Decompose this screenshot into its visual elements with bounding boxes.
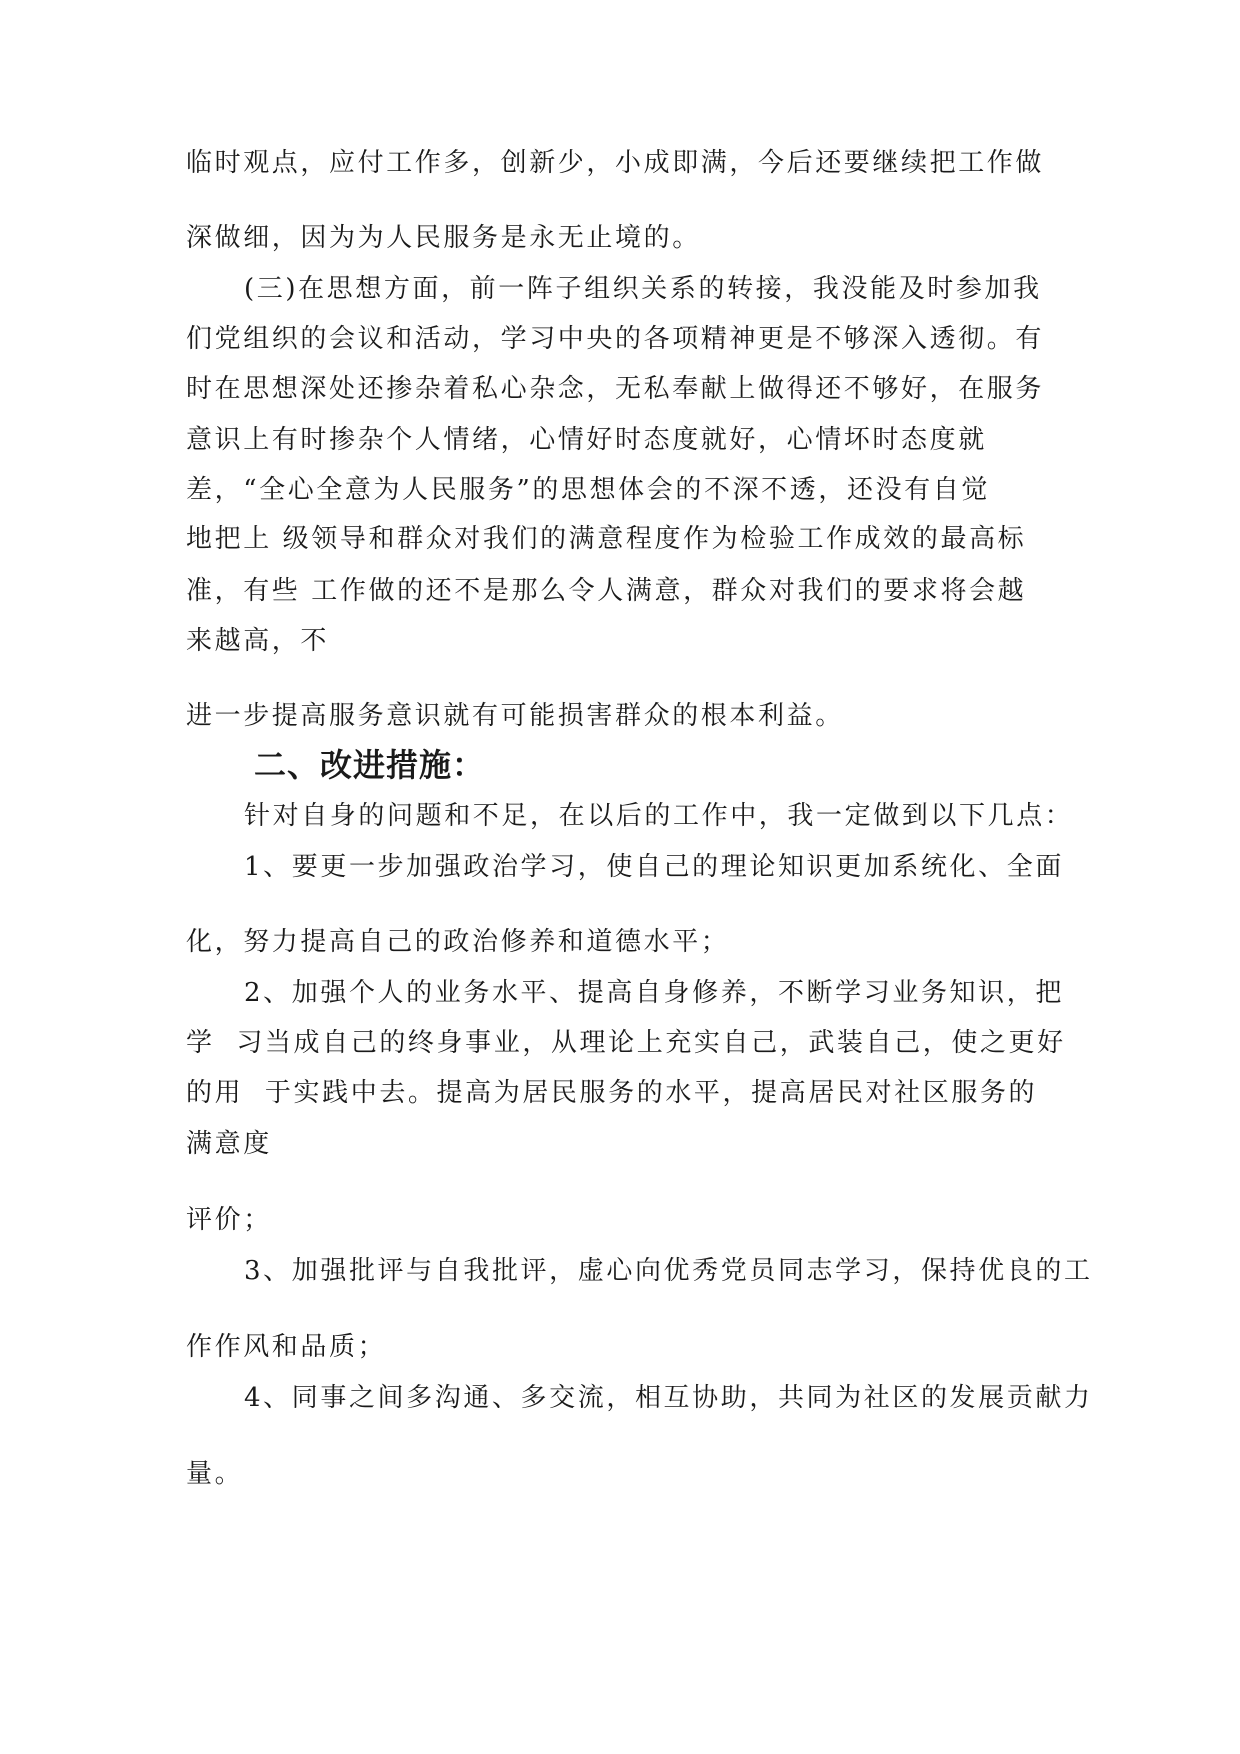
list-item-continuation: 作作风和品质； (186, 1332, 387, 1362)
paragraph-line: 深做细，因为为人民服务是永无止境的。 (186, 223, 701, 253)
list-item-continuation: 学 习当成自己的终身事业，从理论上充实自己，武装自己，使之更好 (186, 1028, 1066, 1058)
section-heading: 二、改进措施： (254, 746, 486, 784)
list-item: 3、加强批评与自我批评，虚心向优秀党员同志学习，保持优良的工 (244, 1256, 1093, 1286)
paragraph-line: 们党组织的会议和活动，学习中央的各项精神更是不够深入透彻。有 (186, 324, 1045, 354)
list-item-continuation: 的用 于实践中去。提高为居民服务的水平，提高居民对社区服务的 (186, 1078, 1038, 1108)
list-item-continuation: 满意度 (186, 1129, 272, 1159)
paragraph-line: 针对自身的问题和不足，在以后的工作中，我一定做到以下几点： (244, 801, 1074, 831)
paragraph-line: 来越高，不 (186, 626, 330, 656)
list-item: 2、加强个人的业务水平、提高自身修养，不断学习业务知识，把 (244, 978, 1064, 1008)
list-item-continuation: 化，努力提高自己的政治修养和道德水平； (186, 927, 730, 957)
paragraph-line: 进一步提高服务意识就有可能损害群众的根本利益。 (186, 701, 844, 731)
list-item-continuation: 评价； (186, 1205, 272, 1235)
paragraph-line: 准，有些 工作做的还不是那么令人满意，群众对我们的要求将会越 (186, 576, 1027, 606)
paragraph-line: (三)在思想方面，前一阵子组织关系的转接，我没能及时参加我 (244, 274, 1042, 304)
list-item-continuation: 量。 (186, 1459, 244, 1489)
paragraph-line: 差，“全心全意为人民服务”的思想体会的不深不透，还没有自觉 (186, 475, 990, 505)
paragraph-line: 临时观点，应付工作多，创新少，小成即满，今后还要继续把工作做 (186, 148, 1045, 178)
paragraph-line: 时在思想深处还掺杂着私心杂念，无私奉献上做得还不够好，在服务 (186, 374, 1045, 404)
list-item: 4、同事之间多沟通、多交流，相互协助，共同为社区的发展贡献力 (244, 1383, 1093, 1413)
list-item: 1、要更一步加强政治学习，使自己的理论知识更加系统化、全面 (244, 852, 1064, 882)
paragraph-line: 意识上有时掺杂个人情绪，心情好时态度就好，心情坏时态度就 (186, 425, 987, 455)
paragraph-line: 地把上 级领导和群众对我们的满意程度作为检验工作成效的最高标 (186, 524, 1027, 554)
